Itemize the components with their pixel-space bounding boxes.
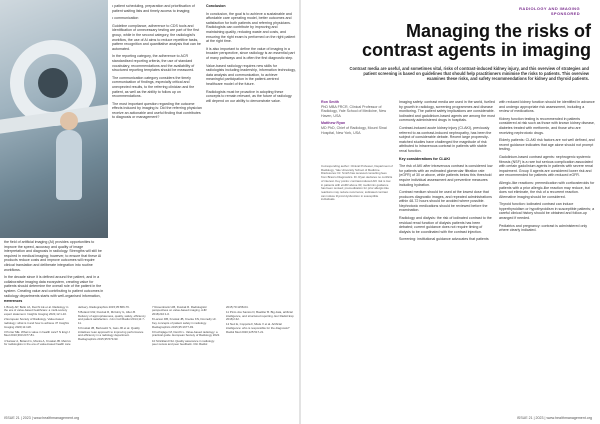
- left-column-1: the field of artificial imaging (AI) provides opportunities to improve the speed, accuracy and quality of image interpretation and diagnosis in radiology. Strengths will still be required in medical imaging; however, to ensure that these AI products reduce costs and improve outcomes will require clinical translation and deliberate integration into routine workflows. In the decade since it is defined around the patient, and in a collaborative imaging data ecosystem, creating value for patients should determine the overall role of the patient in the system. Creating value and contributing to patient outcomes in radiology departments starts with well-organised information,: [4, 240, 104, 298]
- author-list: [321, 100, 393, 138]
- reference-item: 6 Kruskal JB, Berkowitz S, Geis JR et al. Quality initiatives: lean approach to improving performance and efficiency in a radiology department. Radiographics 2015;35:573-93.: [78, 326, 144, 342]
- reference-item: 5 Boland GW, Duszak R, McGinty G, Allen B. Delivery of appropriateness, quality, safety, efficiency and patient satisfaction. J Am Coll Radiol 2014;11:7-11.: [78, 309, 146, 325]
- right-page: [301, 0, 600, 424]
- references: [4, 300, 294, 410]
- article-headline: Managing the risks of contrast agents in imaging: [361, 21, 591, 60]
- author-name: Ron Smith: [321, 100, 339, 104]
- reference-item: 10 Strickland NH. Quality assurance in radiology: peer review and peer feedback. Clin Radiol 2015;70:1158-64.: [152, 304, 249, 347]
- right-footer: ISSUE 21 | 2023 | www.healthmanagement.org: [516, 416, 592, 420]
- reference-item: 11 Pinto dos Santos D, Baeßler B. Big data, artificial intelligence, and structured reporting. Eur Radiol Exp 2018;2:42.: [226, 309, 294, 322]
- left-page: [0, 0, 299, 424]
- author-name: Matthew Ryan: [321, 121, 346, 126]
- reference-item: 8 Larson DB, Kruskal JB, Krecke KN, Donnelly LF. Key concepts of patient safety in radiology. Radiographics 2015;35:1677-93.: [152, 317, 217, 329]
- ct-scanner-photo-icon: [0, 0, 108, 238]
- right-column-2: Imaging safety: contrast media are used in the world, fuelled by growth in radiology, screening programmes and disease monitoring. The patient safety implications are considerable. Iodinated and gadolinium-based agents are among the most commonly administered drugs in hospitals. Contrast-induced acute kidney injury (CI-AKI), previously referred to as contrast-induced nephropathy, has been the subject of considerable debate. Recent large propensity-matched studies have challenged the magnitude of risk attributed to intravenous contrast in patients with stable renal function. Key considerations for CI-AKI The risk of AKI after intravenous contrast is considered low for patients with an estimated glomerular filtration rate (eGFR) of 30 or above, while patients below this threshold require individual assessment and preventive measures including hydration. Contrast medium should be used at the lowest dose that produces diagnostic images, and repeated administrations within 48-72 hours should be avoided where possible. Nephrotoxic medications should be reviewed before the examination. Radiology and dialysis: the risk of iodinated contrast to the residual renal function of dialysis patients has been debated; current guidance does not require timing of dialysis to be coordinated with the contrast injection. Screening: institutional guidance advocates that patients: [399, 100, 495, 242]
- reference-item: 9 Fuchsjäger M, Derchi L. Value-based radiology: a practical guide. European Society of Radiology 2022.: [152, 329, 220, 338]
- left-column-2: • patient scheduling, preparation and prioritisation of patient waiting lists and timely access to imaging; • communication Guideline compliance, adherence to CDS tools and identification of unnecessary testing are part of the first group, while in the second category, the radiologist's workflow, the use of AI aims to reduce repetitive tasks, pattern recognition and quantitative analysis that can be automated. In the reporting category, the adherence to ACR standardised reporting criteria, the use of standard vocabulary, recommendations and the availability of structured reporting templates should be measured. The communication category considers the timely communication of findings, especially critical and unexpected results, to the referring clinician and the patient, as well as the ability to follow up on recommendations. The most important question regarding the outcome effects induced by imaging is: Did the referring physician receive an actionable and useful finding that contributes to diagnosis or management?: [112, 4, 202, 120]
- reference-item: 1 Brady AP, Bello JA, Derchi LE et al. Radiology in the era of value-based healthcare: a multi-society expert statement. Insights Imaging 2021;12:1-10.: [4, 304, 69, 317]
- reference-item: 12 Neri E, Coppola F, Miele V et al. Artificial intelligence: who is responsible for the diagnosis? Radiol Med 2020;125:517-21.: [226, 322, 290, 334]
- author-affiliation: MD PhD, Chief of Radiology, Mount Sinai Hospital, New York, USA: [321, 125, 387, 135]
- section-tag: RADIOLOGY AND IMAGING SPONSORED: [519, 6, 580, 16]
- article-standfirst: Contrast media are useful, and sometimes vital, risks of contrast-induced kidney injury, and this overview of strategies and patient screening is based on guidelines that should help practitioners minimise the risks to patients. This overview examines these risks, and safety recommendations for kidney and thyroid patients.: [349, 66, 589, 82]
- references-title: References: [4, 300, 23, 303]
- reference-item: 3 Porter ME. What is value in health care? N Engl J Med 2010;363:2477-81.: [4, 329, 70, 338]
- left-footer: ISSUE 21 | 2023 | www.healthmanagement.org: [4, 416, 80, 420]
- correspondence-note: Corresponding author: Clinical Professor, Department of Radiology, Yale University School of Medicine. Disclosures: Dr. Smith has received consulting fees from Bracco Diagnostics. Dr. Ryan declares no conflicts of interest. Key points: contrast-induced AKI risk is low in patients with eGFR above 30; metformin guidance has been revised; premedication for prior allergic-like reactions may reduce recurrence; iodinated contrast can induce thyroid dysfunction in susceptible individuals.: [321, 164, 393, 202]
- left-column-3: Conclusion In conclusion, the goal is to achieve a sustainable and affordable care operating model, better outcomes and satisfaction for both patients and referring physicians. Radiologists can contribute by improving and maintaining quality, reducing waste and costs, and ensuring the right exam is performed on the right patient at the right time. It is also important to define the value of imaging in a broader perspective, since radiology is an essential part of many pathways and is often the first diagnostic step. Value-based radiology requires new skills for radiologists including leadership, information technology, data analysis and communication, to achieve meaningful participation in the patient-centred healthcare model of the future. Radiologists must be proactive in adopting these concepts to remain relevant, as the future of radiology will depend on our ability to demonstrate value.: [206, 4, 296, 103]
- reference-item: 2 European Society of Radiology. Value-based radiology: what is it and how to achieve it? Insights Imaging 2020;11:118.: [4, 317, 69, 329]
- reference-item: 4 Sarwar A, Boland G, Monks A, Kruskal JB. Metrics for radiologists in the era of value-based health care delivery. Radiographics 2015;35:866-76.: [4, 304, 130, 347]
- reference-item: 7 Rosenkrantz AB, Duszak R. Radiologists' perspectives on value-based imaging. AJR 2018;210:1-6.: [152, 304, 208, 317]
- author-affiliation: PhD MBA FRCR, Clinical Professor of Radiology, Yale School of Medicine, New Haven, USA: [321, 104, 387, 118]
- right-column-3: with reduced kidney function should be identified in advance and undergo appropriate risk assessment, including a review of medications. Kidney function testing is recommended in patients considered at risk such as those with known kidney disease, diabetes treated with metformin, and those who are receiving nephrotoxic drugs. Elderly patients: CI-AKI risk factors are not well defined, and recent guidance indicates that age alone should not prompt testing. Gadolinium-based contrast agents: nephrogenic systemic fibrosis (NSF) is a rare but serious complication associated with certain gadolinium agents in patients with severe renal impairment. Group II agents are considered lower risk and are recommended for patients with reduced eGFR. Allergic-like reactions: premedication with corticosteroids for patients with a prior allergic-like reaction may reduce, but does not eliminate, the risk of a recurrent reaction. Alternative imaging should be considered. Thyroid function: iodinated contrast can induce hyperthyroidism or hypothyroidism in susceptible patients; a careful clinical history should be obtained and follow-up arranged if needed. Pediatrics and pregnancy: contrast is administered only where clearly indicated.: [499, 100, 595, 233]
